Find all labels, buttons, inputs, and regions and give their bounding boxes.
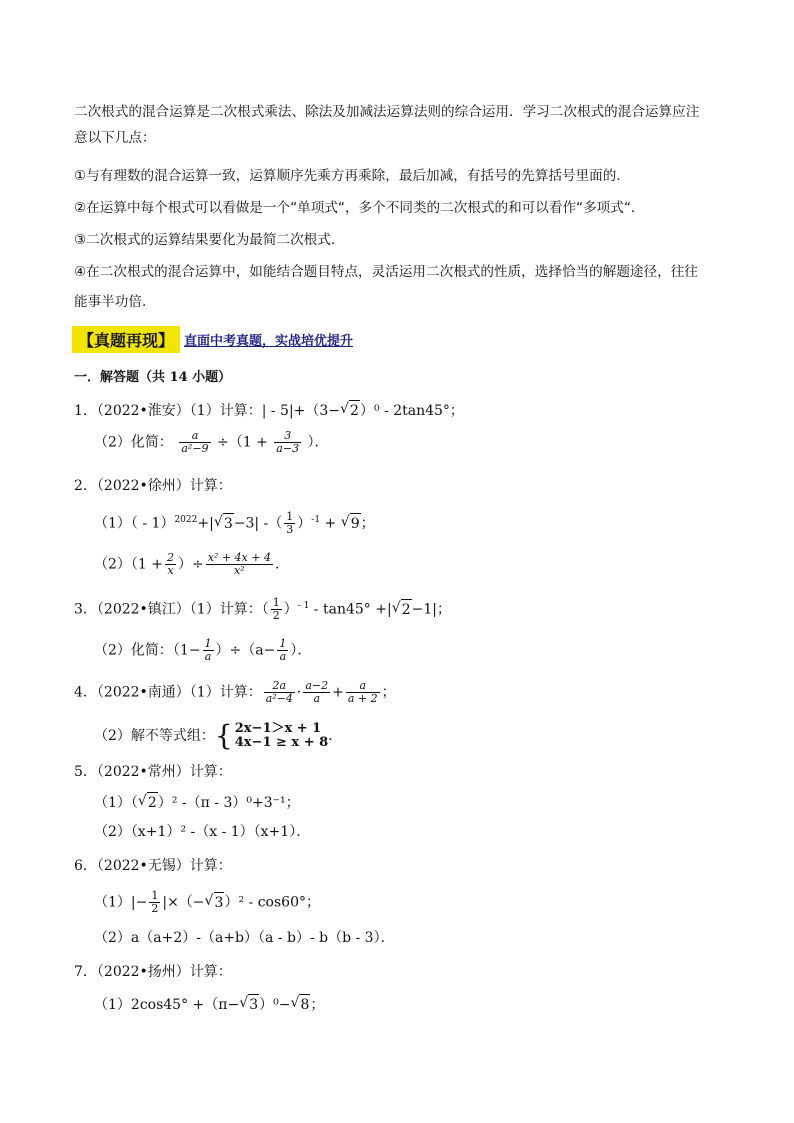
intro-point-2: ②在运算中每个根式可以看做是一个“单项式“，多个不同类的二次根式的和可以看作“多项式“． [74, 200, 645, 216]
banner-subtitle-link[interactable]: 直面中考真题，实战培优提升 [184, 333, 354, 349]
question-3-part-1: 3．（2022•镇江）（1）计算：（ $\frac{1}{2}$ ）$^{- 1}$ - tan45° +|√ 2−1|； [74, 596, 451, 622]
question-2-part-1: （1）（ - 1）$^{2022}$+|√ 3−3| -（ $\frac{1}{3}$ ）$^{-1}$ + √ 9； [94, 510, 375, 536]
question-7-title: 7．（2022•扬州）计算： [74, 964, 232, 980]
intro-point-1: ①与有理数的混合运算一致，运算顺序先乘方再乘除，最后加减，有括号的先算括号里面的． [74, 168, 630, 184]
sqrt-symbol: √ 2 [401, 599, 412, 620]
question-6-title: 6．（2022•无锡）计算： [74, 858, 232, 874]
question-3-part-2: （2）化简：（1− $\frac{1}{a}$ ）÷（a− $\frac{1}{a}$ ）． [94, 637, 312, 663]
fraction: $\frac{a-2}{a}$ [305, 679, 329, 705]
fraction: $\frac{2a}{\text{a²−4}}$ [265, 679, 293, 705]
sqrt-symbol: √ 2 [349, 400, 360, 421]
sqrt-symbol: √ 9 [350, 513, 361, 534]
question-2-title: 2．（2022•徐州）计算： [74, 478, 232, 494]
fraction: $\frac{1}{2}$ [151, 889, 159, 915]
inequality-system: 2x−1＞x + 1 4x−1 ≥ x + 8 [234, 721, 329, 750]
fraction: $\frac{\text{x² + 4x + 4}}{\text{x²}}$ [207, 551, 271, 577]
fraction: $\frac{3}{a-3}$ [276, 429, 300, 455]
intro-point-3: ③二次根式的运算结果要化为最简二次根式． [74, 232, 345, 248]
brace-symbol: { [214, 719, 233, 752]
question-6-part-2: （2）a（a+2）-（a+b）（a - b）- b（b - 3）． [94, 930, 395, 946]
intro-paragraph-line: 意以下几点： [74, 130, 156, 146]
sqrt-symbol: √ 8 [299, 994, 310, 1015]
sqrt-symbol: √ 2 [147, 792, 158, 813]
fraction: $\frac{1}{2}$ [272, 596, 280, 623]
fraction: $\frac{1}{a}$ [279, 637, 287, 663]
question-4-part-2: （2）解不等式组：{ 2x−1＞x + 1 4x−1 ≥ x + 8 ． [94, 719, 343, 752]
sqrt-symbol: √ 3 [214, 892, 225, 913]
sqrt-symbol: √ 3 [223, 513, 234, 534]
question-2-part-2: （2）（1 + $\frac{2}{x}$ ）÷ $\frac{\text{x² + 4x + 4}}{\text{x²}}$ ． [94, 551, 289, 577]
section-banner [72, 326, 353, 352]
question-5-part-2: （2）（x+1）² -（x - 1）（x+1）． [94, 824, 311, 840]
fraction: $\frac{2}{x}$ [167, 551, 174, 577]
question-5-part-1: （1）（√ 2）² -（π - 3）⁰+3⁻¹； [94, 792, 300, 813]
question-1-part-2: （2）化简： $\frac{a}{\text{a²−9}}$ ÷（1 + $\frac{3}{a-3}$ ）． [94, 429, 329, 455]
question-1-part-1: 1．（2022•淮安）（1）计算：| - 5|+（3−√ 2）⁰ - 2tan45°； [74, 400, 464, 421]
question-7-part-1: （1）2cos45° +（π−√ 3）⁰−√ 8； [94, 994, 324, 1015]
question-4-part-1: 4．（2022•南通）（1）计算： $\frac{2a}{\text{a²−4}}$ · $\frac{a-2}{a}$ + $\frac{a}{a + 2}$ ； [74, 679, 396, 705]
intro-point-4: ④在二次根式的混合运算中，如能结合题目特点，灵活运用二次根式的性质，选择恰当的解题途径，往往 [74, 264, 698, 280]
fraction: $\frac{1}{3}$ [286, 510, 294, 537]
fraction: $\frac{1}{a}$ [204, 637, 212, 663]
question-5-title: 5．（2022•常州）计算： [74, 764, 232, 780]
question-6-part-1: （1）|− $\frac{1}{2}$ |×（−√ 3）² - cos60°； [94, 890, 320, 915]
intro-point-4-cont: 能事半功倍． [74, 294, 156, 310]
sqrt-symbol: √ 3 [248, 994, 259, 1015]
banner-label: 【真题再现】 [72, 326, 180, 353]
fraction: $\frac{a}{a + 2}$ [347, 679, 378, 705]
section-title: 一．解答题（共 14 小题） [74, 370, 232, 385]
fraction: $\frac{a}{\text{a²−9}}$ [181, 429, 209, 455]
intro-paragraph-line: 二次根式的混合运算是二次根式乘法、除法及加减法运算法则的综合运用．学习二次根式的混合运算应注 [74, 104, 700, 120]
